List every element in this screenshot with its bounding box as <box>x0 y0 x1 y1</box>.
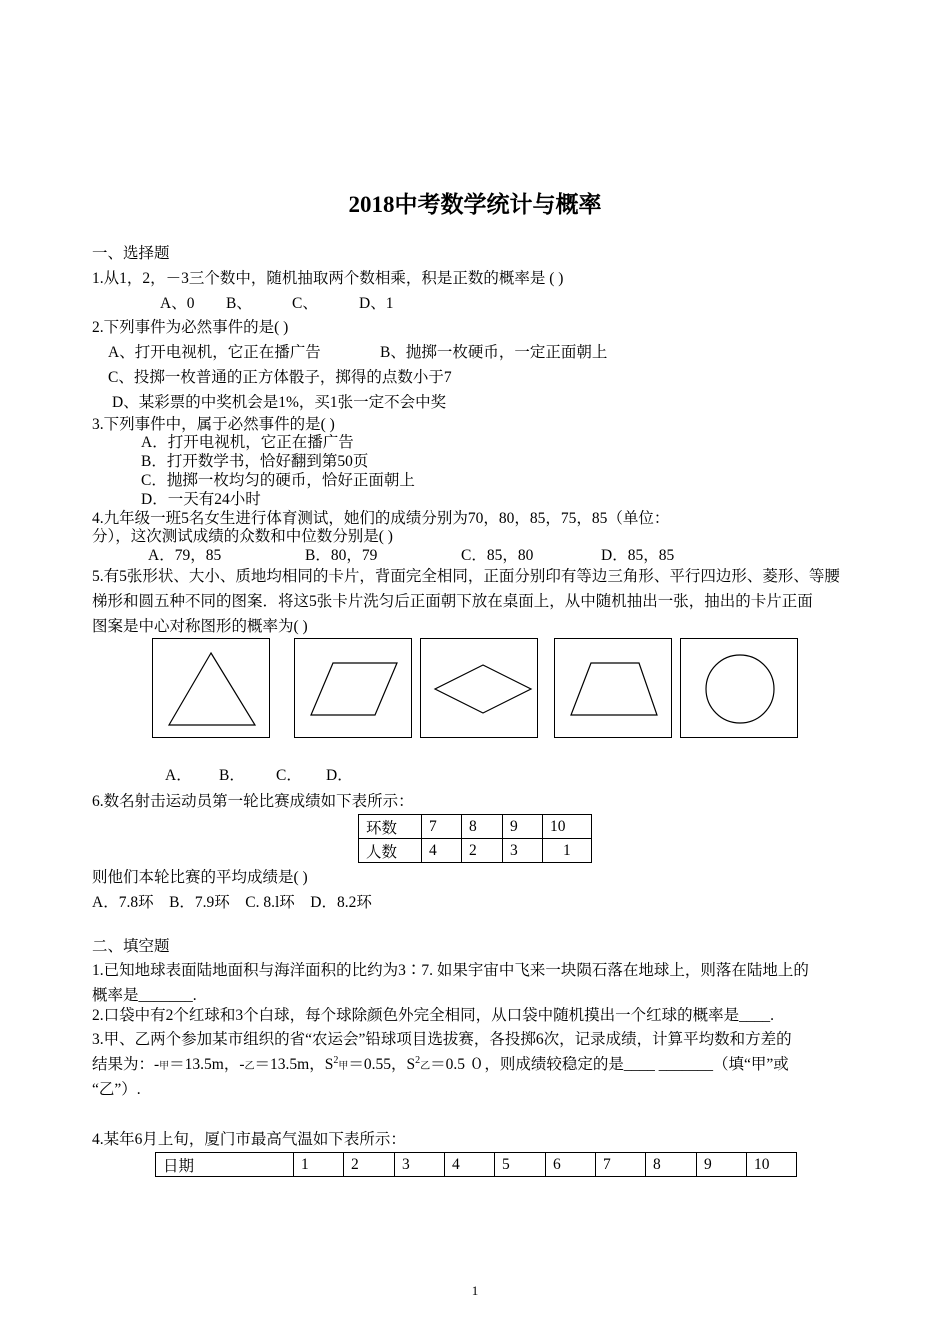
table-cell: 9 <box>697 1153 747 1177</box>
table-cell: 10 <box>543 815 592 839</box>
question-4-option-a: A．79，85 <box>148 547 222 564</box>
table-cell: 日期 <box>156 1153 294 1177</box>
question-1-option-a: A、0 <box>160 295 195 312</box>
question-2-option-b: B、抛掷一枚硬币，一定正面朝上 <box>380 344 608 361</box>
question-1-option-d: D、1 <box>359 295 394 312</box>
question-1-option-b: B、 <box>226 295 252 312</box>
card-rhombus <box>420 638 538 738</box>
fill-3-line-2: 结果为：-甲＝13.5m，-乙＝13.5m，$S^2$甲＝0.55，$S^2$乙＝0.5 ０，则成绩较稳定的是____ _______（填“甲”或 <box>92 1054 789 1073</box>
circle-icon <box>681 639 799 739</box>
rhombus-icon <box>421 639 539 739</box>
card-triangle <box>152 638 270 738</box>
fill-2-line-1: 2.口袋中有2个红球和3个白球，每个球除颜色外完全相同，从口袋中随机摸出一个红球的概率是____. <box>92 1007 775 1024</box>
question-6-options: A．7.8环 B．7.9环 C. 8.l环 D．8.2环 <box>92 894 372 911</box>
card-circle <box>680 638 798 738</box>
table-cell: 1 <box>294 1153 344 1177</box>
table-cell: 10 <box>747 1153 797 1177</box>
question-6-question: 则他们本轮比赛的平均成绩是( ) <box>92 869 308 886</box>
table-cell: 8 <box>646 1153 697 1177</box>
question-2-option-d: D、某彩票的中奖机会是1%，买1张一定不会中奖 <box>112 394 447 411</box>
fill-3-line-3: “乙”）. <box>92 1081 141 1098</box>
table-cell: 6 <box>546 1153 596 1177</box>
score-table <box>358 814 592 863</box>
question-1-option-c: C、 <box>292 295 318 312</box>
fill-1-line-2: 概率是_______. <box>92 987 197 1004</box>
table-cell: 环数 <box>359 815 422 839</box>
table-cell: 7 <box>422 815 462 839</box>
page-title: 2018中考数学统计与概率 <box>348 192 602 217</box>
parallelogram-icon <box>295 639 413 739</box>
table-cell: 4 <box>445 1153 495 1177</box>
question-4-option-d: D．85，85 <box>601 547 675 564</box>
question-4-line-1: 4.九年级一班5名女生进行体育测试，她们的成绩分别为70，80，85，75，85（单位： <box>92 510 670 527</box>
card-trapezoid <box>554 638 672 738</box>
question-5-option-a: A． <box>165 767 192 784</box>
question-5-line-1: 5.有5张形状、大小、质地均相同的卡片，背面完全相同，正面分别印有等边三角形、平行四边形、菱形、等腰 <box>92 568 840 585</box>
question-5-option-d: D． <box>326 767 353 784</box>
table-cell: 3 <box>503 839 543 863</box>
question-4-line-2: 分），这次测试成绩的众数和中位数分别是( ) <box>92 528 393 545</box>
question-2-stem: 2.下列事件为必然事件的是( ) <box>92 319 289 336</box>
fill-4-stem: 4.某年6月上旬，厦门市最高气温如下表所示： <box>92 1131 406 1148</box>
page-number: 1 <box>471 1283 479 1298</box>
table-cell: 8 <box>462 815 503 839</box>
question-6-stem: 6.数名射击运动员第一轮比赛成绩如下表所示： <box>92 793 414 810</box>
card-parallelogram <box>294 638 412 738</box>
table-cell: 2 <box>462 839 503 863</box>
question-3-option-a: A．打开电视机，它正在播广告 <box>141 434 354 451</box>
question-5-option-c: C． <box>276 767 302 784</box>
table-cell: 3 <box>395 1153 445 1177</box>
table-row <box>359 815 592 839</box>
fill-1-line-1: 1.已知地球表面陆地面积与海洋面积的比约为3∶7. 如果宇宙中飞来一块陨石落在地球上，则落在陆地上的 <box>92 962 809 979</box>
table-cell: 4 <box>422 839 462 863</box>
table-cell: 人数 <box>359 839 422 863</box>
question-3-stem: 3.下列事件中，属于必然事件的是( ) <box>92 416 335 433</box>
question-5-option-b: B． <box>219 767 245 784</box>
table-cell: 2 <box>344 1153 395 1177</box>
fill-3-line-1: 3.甲、乙两个参加某市组织的省“农运会”铅球项目选拔赛，各投掷6次，记录成绩，计算平均数和方差的 <box>92 1031 792 1048</box>
question-1-stem: 1.从1，2，－3三个数中，随机抽取两个数相乘，积是正数的概率是 ( ) <box>92 270 564 287</box>
question-3-option-d: D．一天有24小时 <box>141 491 261 508</box>
table-row <box>359 839 592 863</box>
question-2-option-a: A、打开电视机，它正在播广告 <box>108 344 321 361</box>
question-4-option-b: B．80，79 <box>305 547 378 564</box>
question-5-line-3: 图案是中心对称图形的概率为( ) <box>92 618 308 635</box>
triangle-icon <box>153 639 271 739</box>
question-2-option-c: C、投掷一枚普通的正方体骰子，掷得的点数小于7 <box>108 369 452 386</box>
trapezoid-icon <box>555 639 673 739</box>
temperature-table <box>155 1152 797 1177</box>
table-cell: 9 <box>503 815 543 839</box>
section-heading-choice: 一、选择题 <box>92 245 170 262</box>
section-heading-fill: 二、填空题 <box>92 938 170 955</box>
question-5-line-2: 梯形和圆五种不同的图案．将这5张卡片洗匀后正面朝下放在桌面上，从中随机抽出一张，抽出的卡片正面 <box>92 593 813 610</box>
table-row <box>156 1153 797 1177</box>
question-3-option-b: B．打开数学书，恰好翻到第50页 <box>141 453 369 470</box>
question-4-option-c: C．85，80 <box>461 547 534 564</box>
table-cell: 5 <box>495 1153 546 1177</box>
question-3-option-c: C．抛掷一枚均匀的硬币，恰好正面朝上 <box>141 472 415 489</box>
table-cell: 7 <box>596 1153 646 1177</box>
table-cell: 1 <box>543 839 592 863</box>
